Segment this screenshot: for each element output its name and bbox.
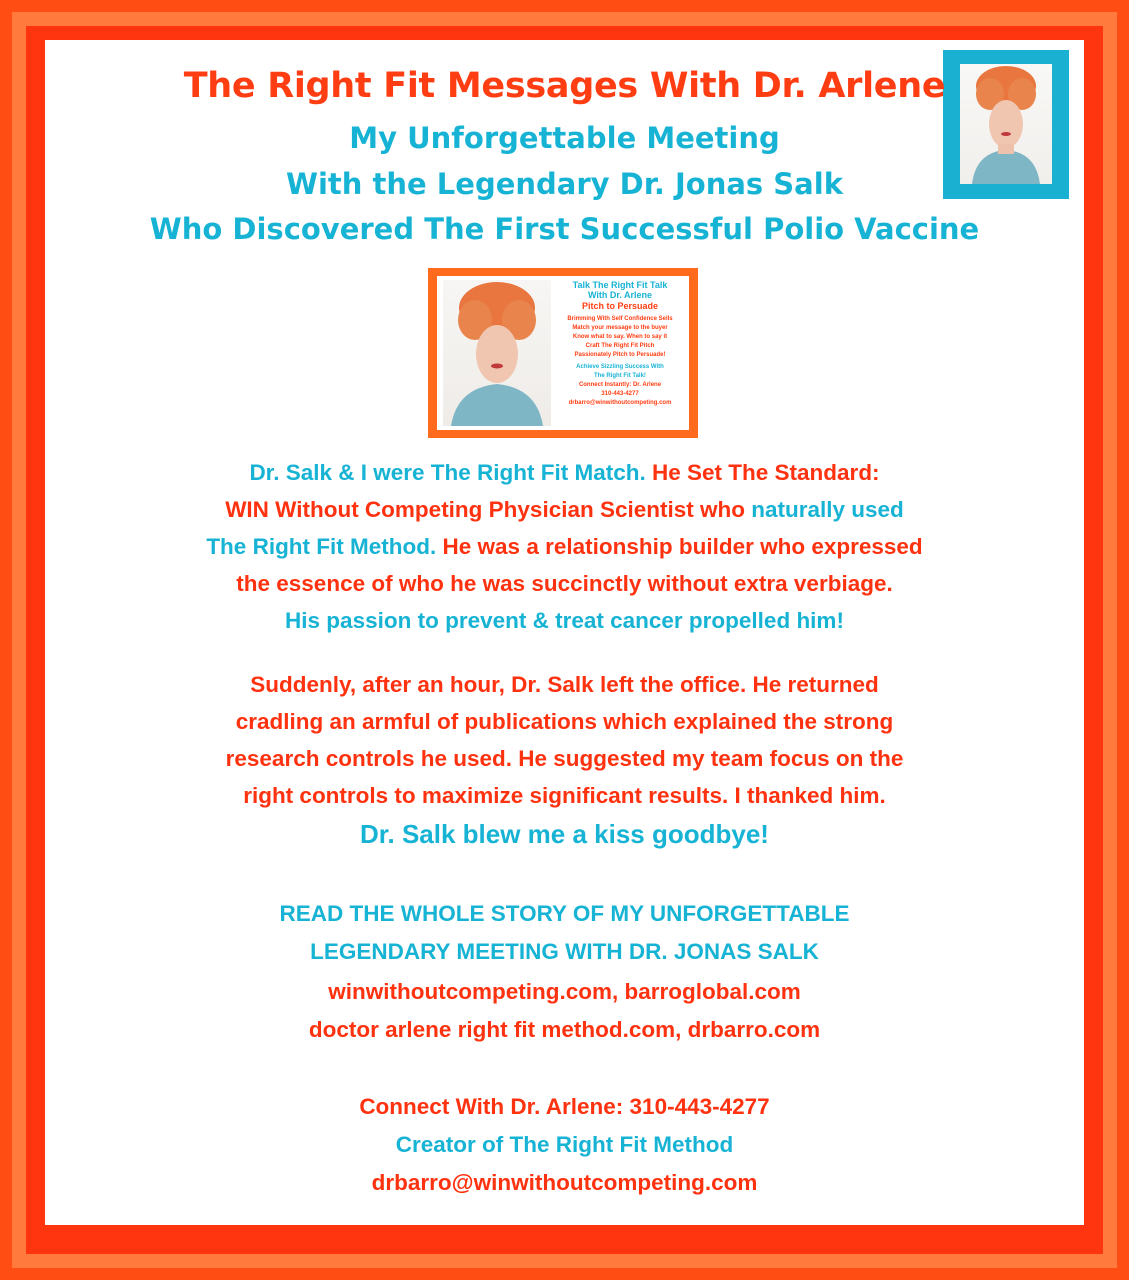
promo-achieve-2: The Right Fit Talk! (594, 373, 646, 380)
promo-point: Craft The Right Fit Pitch (585, 343, 655, 350)
promo-title-2: With Dr. Arlene (587, 290, 653, 301)
text-segment: naturally used (751, 497, 904, 522)
paragraph2-line-3: research controls he used. He suggested my team focus on the (225, 746, 904, 771)
creator-line: Creator of The Right Fit Method (395, 1132, 734, 1157)
paragraph1-line-2 (0, 491, 1129, 528)
paragraph2-line-1: Suddenly, after an hour, Dr. Salk left the office. He returned (250, 672, 879, 697)
promo-title: Talk The Right Fit Talk (572, 280, 668, 290)
read-more-line-1: READ THE WHOLE STORY OF MY UNFORGETTABLE (279, 901, 850, 926)
paragraph1-line-3 (0, 528, 1129, 565)
paragraph2-line-4: right controls to maximize significant results. I thanked him. (243, 783, 886, 808)
paragraph2-line-2: cradling an armful of publications which explained the strong (235, 709, 894, 734)
promo-achieve: Achieve Sizzling Success With (576, 364, 664, 371)
promo-point: Passionately Pitch to Persuade! (574, 352, 666, 359)
paragraph1-line-1 (0, 454, 1129, 491)
text-segment: The Right Fit Method. (206, 534, 443, 559)
promo-phone: 310-443-4277 (601, 391, 639, 398)
paragraph1-line-4: the essence of who he was succinctly without extra verbiage. (236, 571, 893, 596)
promo-point: Know what to say. When to say it (572, 334, 668, 341)
text-segment: He Set The Standard: (652, 460, 880, 485)
promo-connect: Connect Instantly: Dr. Arlene (578, 382, 662, 389)
promo-subtitle: Pitch to Persuade (581, 300, 659, 311)
promo-card (428, 268, 698, 438)
promo-email: drbarro@winwithoutcompeting.com (568, 400, 672, 407)
promo-text (555, 280, 685, 408)
closing-line: Dr. Salk blew me a kiss goodbye! (360, 819, 769, 849)
page-title: The Right Fit Messages With Dr. Arlene (183, 66, 946, 106)
promo-portrait-image (443, 280, 551, 426)
website-links-2[interactable]: doctor arlene right fit method.com, drbarro.com (308, 1017, 821, 1042)
text-segment: WIN Without Competing Physician Scientist who (225, 497, 752, 522)
contact-email[interactable]: drbarro@winwithoutcompeting.com (371, 1170, 758, 1195)
promo-point: Match your message to the buyer (572, 325, 668, 332)
paragraph1-line-5: His passion to prevent & treat cancer propelled him! (285, 608, 844, 633)
subtitle-line-1: My Unforgettable Meeting (349, 121, 780, 155)
read-more-line-2: LEGENDARY MEETING WITH DR. JONAS SALK (310, 939, 819, 964)
subtitle-line-3: Who Discovered The First Successful Polio Vaccine (149, 212, 980, 246)
subtitle-line-2: With the Legendary Dr. Jonas Salk (286, 167, 843, 201)
promo-point: Brimming With Self Confidence Sells (567, 316, 673, 323)
text-segment: Dr. Salk & I were The Right Fit Match. (249, 460, 653, 485)
text-segment: He was a relationship builder who expressed (442, 534, 923, 559)
contact-phone: Connect With Dr. Arlene: 310-443-4277 (359, 1094, 770, 1119)
website-links-1[interactable]: winwithoutcompeting.com, barroglobal.com (328, 979, 801, 1004)
